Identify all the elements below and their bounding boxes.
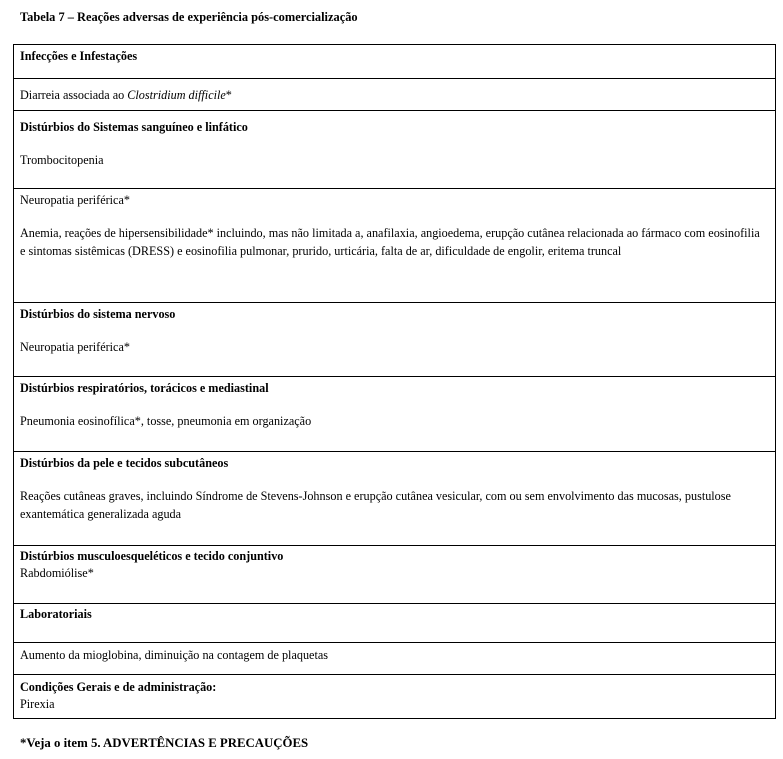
row-text-before: Diarreia associada ao <box>20 88 128 102</box>
row-text-after: * <box>225 88 232 102</box>
table-caption: Tabela 7 – Reações adversas de experiência pós-comercialização <box>20 10 358 24</box>
row-text: Rabdomiólise* <box>20 566 94 581</box>
table-row-musculoskeletal <box>13 546 776 604</box>
section-header: Distúrbios do Sistemas sanguíneo e linfático <box>20 120 248 134</box>
table-row-respiratory <box>13 377 776 452</box>
section-header: Infecções e Infestações <box>20 49 138 63</box>
section-header: Distúrbios da pele e tecidos subcutâneos <box>20 456 229 470</box>
row-text: Aumento da mioglobina, diminuição na contagem de plaquetas <box>20 648 328 662</box>
row-text: Reações cutâneas graves, incluindo Síndrome de Stevens-Johnson e erupção cutânea vesicular, com ou sem envolvimento das mucosas, pustulose exantemática generalizada aguda <box>20 489 731 521</box>
table-row-blood-lymphatic <box>13 111 776 189</box>
table-row-general-conditions <box>13 675 776 719</box>
table-row-clostridium <box>13 79 776 111</box>
section-header: Condições Gerais e de administração: <box>20 680 217 694</box>
row-text <box>20 87 769 104</box>
table-row-infections-header <box>13 45 776 79</box>
row-text: Trombocitopenia <box>20 153 104 168</box>
row-text: Pirexia <box>20 697 55 712</box>
section-header: Distúrbios respiratórios, torácicos e mediastinal <box>20 381 269 395</box>
footnote: *Veja o item 5. ADVERTÊNCIAS E PRECAUÇÕES <box>20 736 309 750</box>
section-header: Distúrbios musculoesqueléticos e tecido conjuntivo <box>20 549 284 563</box>
section-header: Laboratoriais <box>20 607 92 621</box>
table-row-laboratory <box>13 643 776 675</box>
row-text: Pneumonia eosinofílica*, tosse, pneumonia em organização <box>20 414 312 429</box>
row-text-italic: Clostridium difficile <box>127 88 226 102</box>
table-row-skin <box>13 452 776 546</box>
table-row-laboratory-header <box>13 604 776 643</box>
table-row-nervous-system <box>13 303 776 377</box>
row-text: Neuropatia periférica* <box>20 193 130 207</box>
table-row-hypersensitivity <box>13 189 776 303</box>
row-text: Neuropatia periférica* <box>20 340 130 355</box>
adverse-reactions-table <box>13 44 776 719</box>
row-text-2: Anemia, reações de hipersensibilidade* incluindo, mas não limitada a, anafilaxia, angioedema, erupção cutânea relacionada ao fármaco com eosinofilia e sintomas sistêmicas (DRESS) e eosinofilia pulmonar, prurido, urticária, falta de ar, dificuldade de engolir, eritema truncal <box>20 226 760 258</box>
section-header: Distúrbios do sistema nervoso <box>20 307 176 321</box>
